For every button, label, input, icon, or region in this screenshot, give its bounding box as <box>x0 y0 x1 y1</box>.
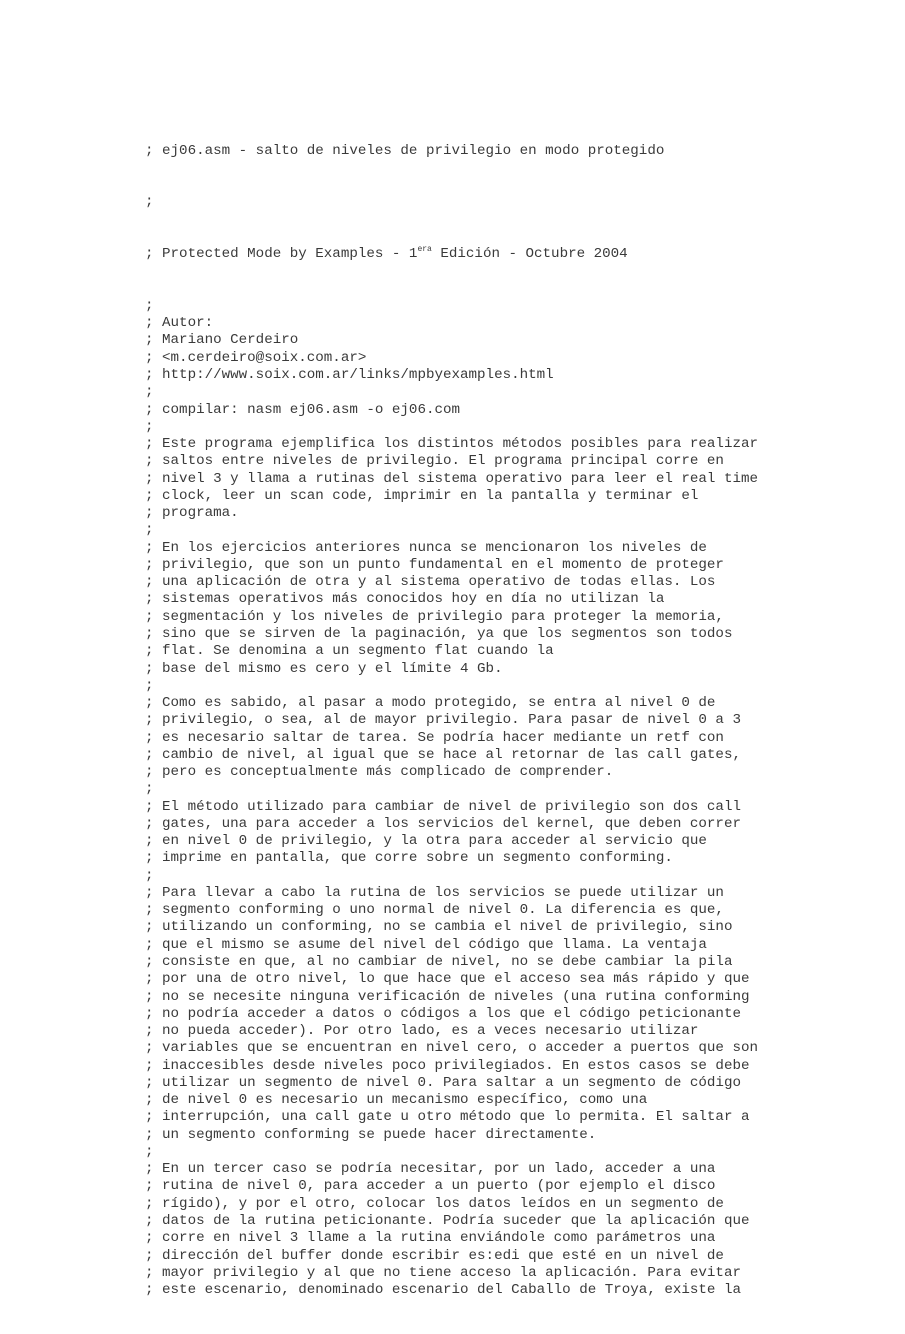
code-line: ; segmento conforming o uno normal de nivel 0. La diferencia es que, <box>145 902 724 919</box>
code-line: ; En un tercer caso se podría necesitar, por un lado, acceder a una <box>145 1161 716 1178</box>
code-line: ; gates, una para acceder a los servicios del kernel, que deben correr <box>145 815 741 832</box>
code-line: ; este escenario, denominado escenario del Caballo de Troya, existe la <box>145 1282 741 1299</box>
code-line: ; <box>145 522 154 539</box>
code-line: ; <box>145 297 154 314</box>
code-line: ; datos de la rutina peticionante. Podría suceder que la aplicación que <box>145 1213 750 1229</box>
code-line: ; <m.cerdeiro@soix.com.ar> <box>145 349 367 366</box>
code-line: ; variables que se encuentran en nivel cero, o acceder a puertos que son <box>145 1040 758 1057</box>
code-line: ; Mariano Cerdeiro <box>145 332 299 349</box>
code-line: ; por una de otro nivel, lo que hace que el acceso sea más rápido y que <box>145 971 750 988</box>
code-line: ; no podría acceder a datos o códigos a los que el código peticionante <box>145 1005 741 1022</box>
edition-prefix: ; Protected Mode by Examples - 1 <box>145 246 418 263</box>
code-line: ; sino que se sirven de la paginación, ya que los segmentos son todos <box>145 625 733 642</box>
code-line: ; mayor privilegio y al que no tiene acceso la aplicación. Para evitar <box>145 1264 741 1281</box>
code-line: ; rígido), y por el otro, colocar los datos leídos en un segmento de <box>145 1195 724 1212</box>
code-line: ; nivel 3 y llama a rutinas del sistema operativo para leer el real time <box>145 470 758 487</box>
code-line: ; utilizando un conforming, no se cambia el nivel de privilegio, sino <box>145 919 733 936</box>
code-line: ; no se necesite ninguna verificación de niveles (una rutina conforming <box>145 988 750 1005</box>
code-line: ; en nivel 0 de privilegio, y la otra para acceder al servicio que <box>145 833 707 850</box>
code-line: ; que el mismo se asume del nivel del código que llama. La ventaja <box>145 936 707 953</box>
code-line: ; compilar: nasm ej06.asm -o ej06.com <box>145 401 461 418</box>
comment-body <box>145 298 845 1299</box>
code-line: ; cambio de nivel, al igual que se hace al retornar de las call gates, <box>145 746 741 763</box>
code-line: ; una aplicación de otra y al sistema operativo de todas ellas. Los <box>145 574 716 591</box>
code-line: ; interrupción, una call gate u otro método que lo permita. El saltar a <box>145 1109 750 1126</box>
code-line: ; Como es sabido, al pasar a modo protegido, se entra al nivel 0 de <box>145 695 716 712</box>
edition-line <box>145 246 845 263</box>
code-line: ; imprime en pantalla, que corre sobre un segmento conforming. <box>145 850 673 867</box>
code-line: ; privilegio, o sea, al de mayor privilegio. Para pasar de nivel 0 a 3 <box>145 712 741 729</box>
code-line: ; El método utilizado para cambiar de nivel de privilegio son dos call <box>145 798 741 815</box>
code-line: ; ej06.asm - salto de niveles de privilegio en modo protegido <box>145 142 665 159</box>
code-line: ; inaccesibles desde niveles poco privilegiados. En estos casos se debe <box>145 1057 750 1074</box>
code-line: ; <box>145 867 154 884</box>
code-line: ; de nivel 0 es necesario un mecanismo específico, como una <box>145 1092 648 1109</box>
code-line: ; <box>145 781 154 798</box>
code-line: ; privilegio, que son un punto fundamental en el momento de proteger <box>145 556 724 573</box>
code-line: ; pero es conceptualmente más complicado de comprender. <box>145 764 614 781</box>
code-line: ; <box>145 677 154 694</box>
edition-superscript: era <box>417 245 432 255</box>
code-line: ; http://www.soix.com.ar/links/mpbyexamples.html <box>145 366 554 383</box>
code-line: ; <box>145 418 154 435</box>
code-line: ; Autor: <box>145 315 214 332</box>
code-line: ; flat. Se denomina a un segmento flat cuando la <box>145 643 554 660</box>
code-line: ; es necesario saltar de tarea. Se podría hacer mediante un retf con <box>145 729 724 746</box>
code-line: ; En los ejercicios anteriores nunca se mencionaron los niveles de <box>145 539 707 556</box>
code-line: ; programa. <box>145 505 239 522</box>
code-line: ; dirección del buffer donde escribir es:edi que esté en un nivel de <box>145 1247 724 1264</box>
code-line: ; Este programa ejemplifica los distintos métodos posibles para realizar <box>145 436 758 453</box>
code-line: ; clock, leer un scan code, imprimir en la pantalla y terminar el <box>145 487 699 504</box>
source-code-listing <box>145 108 845 1334</box>
code-line: ; <box>145 1143 154 1160</box>
code-line: ; sistemas operativos más conocidos hoy en día no utilizan la <box>145 591 665 608</box>
code-line: ; Para llevar a cabo la rutina de los servicios se puede utilizar un <box>145 884 724 901</box>
code-line: ; no pueda acceder). Por otro lado, es a veces necesario utilizar <box>145 1023 699 1040</box>
code-line: ; segmentación y los niveles de privilegio para proteger la memoria, <box>145 608 724 625</box>
code-line: ; corre en nivel 3 llame a la rutina enviándole como parámetros una <box>145 1230 716 1247</box>
code-line: ; utilizar un segmento de nivel 0. Para saltar a un segmento de código <box>145 1074 741 1091</box>
code-line: ; un segmento conforming se puede hacer directamente. <box>145 1126 597 1143</box>
code-line: ; <box>145 384 154 401</box>
code-line: ; saltos entre niveles de privilegio. El programa principal corre en <box>145 453 724 470</box>
code-line: ; consiste en que, al no cambiar de nivel, no se debe cambiar la pila <box>145 954 733 971</box>
code-line: ; <box>145 194 154 211</box>
code-line: ; base del mismo es cero y el límite 4 Gb. <box>145 660 503 677</box>
edition-suffix: Edición - Octubre 2004 <box>431 246 628 263</box>
code-line: ; rutina de nivel 0, para acceder a un puerto (por ejemplo el disco <box>145 1178 716 1195</box>
